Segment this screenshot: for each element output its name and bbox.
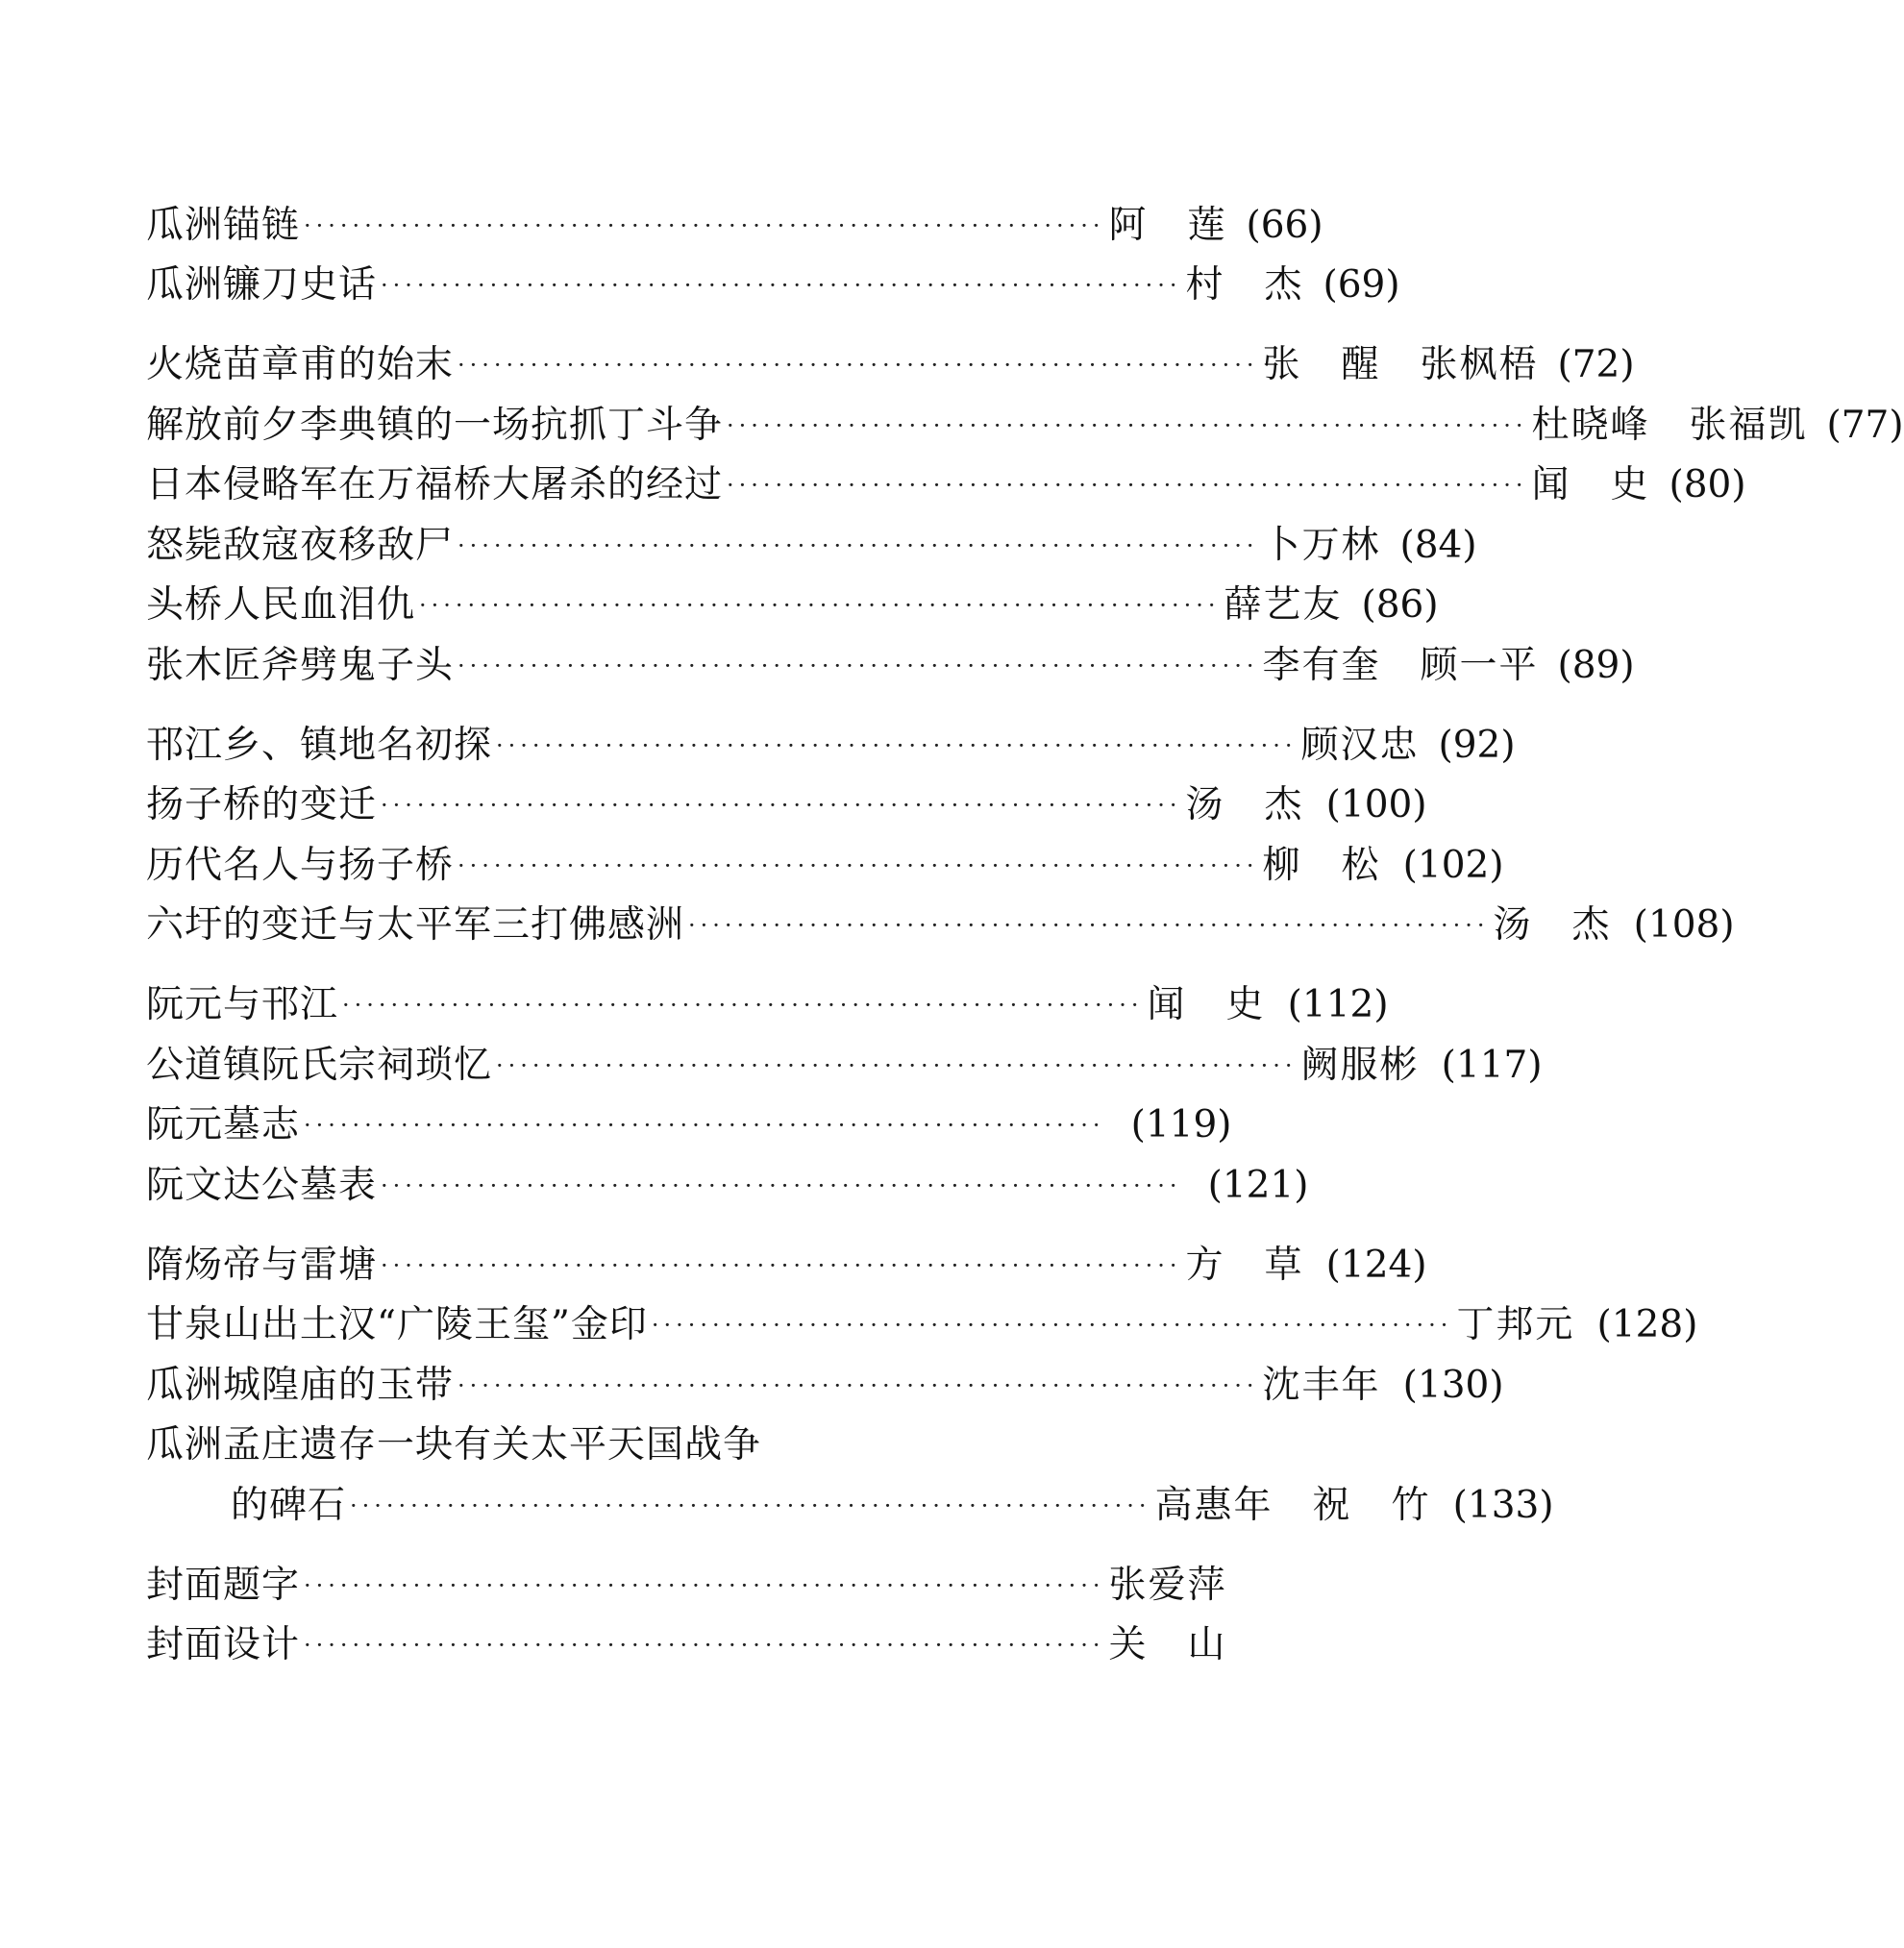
entry-author: 张爱萍	[1108, 1564, 1227, 1607]
entry-page: (117)	[1441, 1044, 1543, 1087]
toc-entry	[146, 777, 1427, 834]
entry-author: 顾汉忠	[1300, 724, 1420, 767]
leader-dots: ··································································	[727, 412, 1528, 439]
entry-author: 李有奎 顾一平	[1262, 644, 1539, 687]
entry-page: (128)	[1596, 1303, 1698, 1346]
leader-dots: ··································································	[457, 852, 1259, 879]
entry-title: 邗江乡、镇地名初探	[146, 724, 493, 767]
entry-title: 张木匠斧劈鬼子头	[146, 644, 455, 687]
leader-dots: ··································································	[688, 912, 1490, 939]
leader-dots: ··································································	[304, 1572, 1105, 1599]
entry-title: 解放前夕李典镇的一场抗抓丁斗争	[146, 404, 724, 447]
leader-dots: ··································································	[496, 1052, 1298, 1079]
toc-entry	[146, 1157, 1309, 1215]
leader-dots: ··································································	[304, 1112, 1105, 1139]
leader-dots: ··································································	[381, 272, 1182, 299]
toc-entry	[146, 577, 1439, 634]
entry-title: 瓜洲城隍庙的玉带	[146, 1364, 455, 1407]
entry-page: (92)	[1438, 724, 1516, 767]
entry-page: (119)	[1130, 1103, 1232, 1147]
entry-author: 关 山	[1108, 1623, 1227, 1666]
entry-title: 的碑石	[231, 1484, 347, 1527]
entry-author: 丁邦元	[1456, 1303, 1575, 1346]
toc-entry	[146, 1237, 1427, 1295]
entry-title: 怒毙敌寇夜移敌尸	[146, 524, 455, 567]
entry-author: 高惠年 祝 竹	[1154, 1484, 1431, 1527]
toc-entry	[146, 336, 1635, 394]
toc-entry	[146, 1296, 1698, 1354]
toc-entry	[146, 717, 1516, 775]
entry-author: 闻 史	[1531, 463, 1650, 506]
entry-page: (84)	[1399, 524, 1477, 567]
toc-entry	[146, 837, 1504, 895]
entry-title: 日本侵略军在万福桥大屠杀的经过	[146, 463, 724, 506]
leader-dots: ··································································	[342, 992, 1144, 1019]
entry-page: (86)	[1361, 583, 1439, 627]
leader-dots: ··································································	[381, 1252, 1182, 1279]
entry-author: 卜万林	[1262, 524, 1381, 567]
entry-author: 沈丰年	[1262, 1364, 1381, 1407]
leader-dots: ··································································	[457, 532, 1259, 559]
leader-dots: ··································································	[350, 1492, 1151, 1519]
entry-page: (133)	[1452, 1484, 1554, 1527]
entry-page: (100)	[1325, 783, 1427, 826]
toc-entry	[146, 517, 1477, 575]
entry-author: 阿 莲	[1108, 204, 1227, 247]
leader-dots: ··································································	[304, 1632, 1105, 1659]
entry-author: 汤 杰	[1493, 903, 1612, 947]
toc-entry	[146, 456, 1746, 514]
entry-page: (102)	[1402, 844, 1504, 887]
entry-page: (121)	[1207, 1164, 1309, 1207]
entry-title: 瓜洲锚链	[146, 204, 301, 247]
toc-entry	[146, 897, 1735, 954]
entry-page: (130)	[1402, 1364, 1504, 1407]
toc-entry	[146, 1097, 1232, 1154]
entry-title: 火烧苗章甫的始末	[146, 343, 455, 386]
toc-entry	[146, 197, 1323, 255]
entry-title: 甘泉山出土汉“广陵王玺”金印	[146, 1303, 648, 1346]
entry-title: 阮元墓志	[146, 1103, 301, 1147]
entry-author: 村 杰	[1185, 263, 1304, 307]
entry-page: (108)	[1633, 903, 1735, 947]
entry-author: 柳 松	[1262, 844, 1381, 887]
leader-dots: ··································································	[304, 212, 1105, 239]
entry-title: 历代名人与扬子桥	[146, 844, 455, 887]
entry-author: 闻 史	[1147, 983, 1266, 1026]
leader-dots: ··································································	[381, 792, 1182, 819]
entry-title: 六圩的变迁与太平军三打佛感洲	[146, 903, 685, 947]
entry-title: 封面设计	[146, 1623, 301, 1666]
entry-page: (66)	[1246, 204, 1323, 247]
toc-entry	[146, 976, 1389, 1034]
entry-page: (80)	[1669, 463, 1746, 506]
entry-author: 汤 杰	[1185, 783, 1304, 826]
entry-title: 头桥人民血泪仇	[146, 583, 416, 627]
toc-entry	[231, 1477, 1554, 1535]
toc-entry	[146, 397, 1904, 455]
entry-title: 公道镇阮氏宗祠琐忆	[146, 1044, 493, 1087]
leader-dots: ··································································	[496, 732, 1298, 759]
toc-entry	[146, 1616, 1227, 1674]
leader-dots: ··································································	[457, 653, 1259, 679]
toc-entry	[146, 1417, 838, 1474]
entry-page: (77)	[1826, 404, 1904, 447]
entry-author: 杜晓峰 张福凯	[1531, 404, 1808, 447]
leader-dots: ··································································	[727, 472, 1528, 499]
leader-dots: ··································································	[381, 1172, 1182, 1199]
entry-page: (89)	[1557, 644, 1635, 687]
entry-title: 封面题字	[146, 1564, 301, 1607]
entry-author: 薛艺友	[1224, 583, 1343, 627]
entry-title: 阮文达公墓表	[146, 1164, 378, 1207]
toc-entry	[146, 1357, 1504, 1415]
entry-title: 瓜洲镰刀史话	[146, 263, 378, 307]
entry-page: (69)	[1323, 263, 1400, 307]
entry-title: 扬子桥的变迁	[146, 783, 378, 826]
leader-dots: ··································································	[419, 592, 1221, 619]
leader-dots: ··································································	[457, 352, 1259, 379]
entry-author: 张 醒 张枫梧	[1262, 343, 1539, 386]
entry-title: 阮元与邗江	[146, 983, 339, 1026]
entry-author: 方 草	[1185, 1244, 1304, 1287]
entry-page: (112)	[1287, 983, 1389, 1026]
entry-title: 瓜洲孟庄遗存一块有关太平天国战争	[146, 1423, 762, 1467]
leader-dots: ··································································	[651, 1312, 1453, 1339]
toc-entry	[146, 1037, 1543, 1095]
entry-page: (124)	[1325, 1244, 1427, 1287]
toc-entry	[146, 637, 1635, 695]
entry-author: 阙服彬	[1300, 1044, 1420, 1087]
leader-dots: ··································································	[457, 1372, 1259, 1399]
entry-title: 隋炀帝与雷塘	[146, 1244, 378, 1287]
toc-entry	[146, 257, 1400, 314]
toc-entry	[146, 1557, 1227, 1615]
entry-page: (72)	[1557, 343, 1635, 386]
